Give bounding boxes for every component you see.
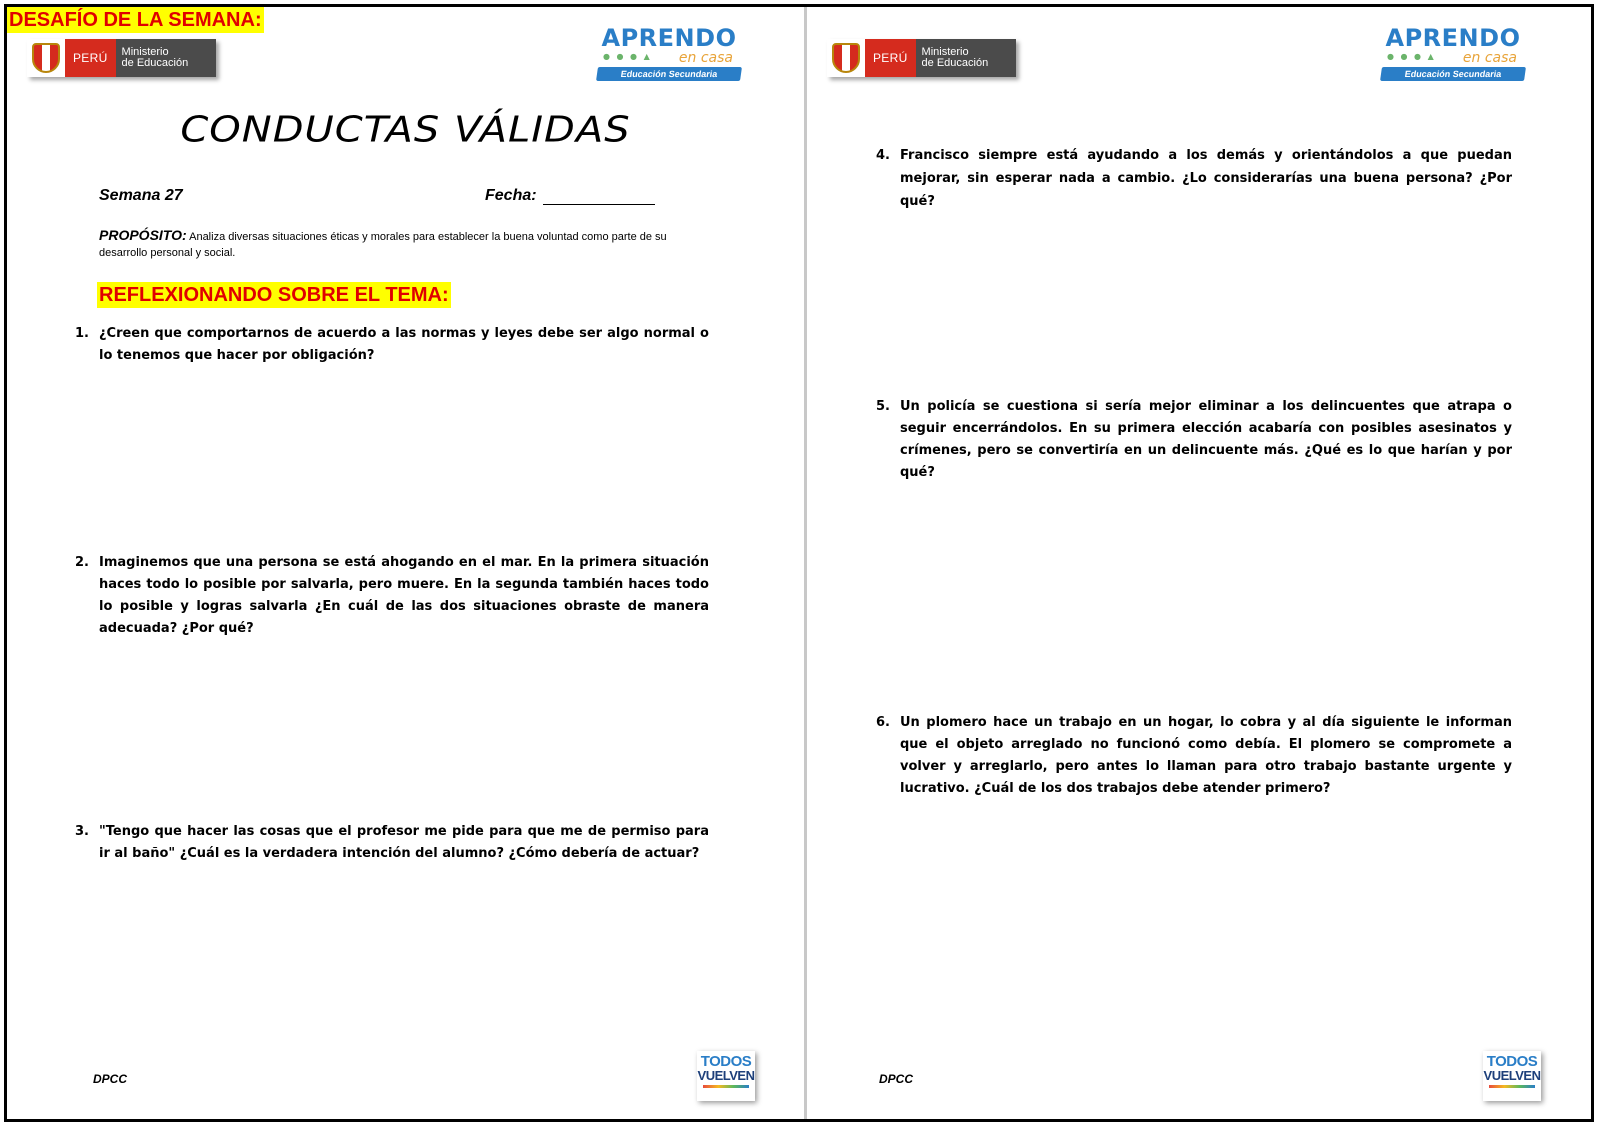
aprendo-sub: en casa xyxy=(1462,50,1517,66)
question-text: "Tengo que hacer las cosas que el profesor me pide para que me de permiso para ir al baño" ¿Cuál es la verdadera intención del alumno? ¿Cómo debería de actuar? xyxy=(99,824,709,861)
proposito-text: Analiza diversas situaciones éticas y morales para establecer la buena voluntad como parte de su desarrollo personal y social. xyxy=(99,231,667,259)
question-text: Imaginemos que una persona se está ahogando en el mar. En la primera situación haces todo lo posible por salvarla, pero muere. En la segunda también haces todo lo posible y logras salvarla ¿En cuál de las dos situaciones obraste de manera adecuada? ¿Por qué? xyxy=(99,555,709,636)
left-page xyxy=(7,7,804,1119)
aprendo-band: Educación Secundaria xyxy=(596,67,742,81)
aprendo-sub: en casa xyxy=(678,50,733,66)
peru-crest-icon xyxy=(827,39,865,77)
question-text: ¿Creen que comportarnos de acuerdo a las normas y leyes debe ser algo normal o lo tenemos que hacer por obligación? xyxy=(99,326,709,363)
question-number: 2. xyxy=(75,555,89,570)
ministerio-logo xyxy=(27,39,216,77)
aprendo-band: Educación Secundaria xyxy=(1380,67,1526,81)
section-heading-reflexionando: REFLEXIONANDO SOBRE EL TEMA: xyxy=(99,284,449,306)
question-1 xyxy=(75,323,709,367)
question-number: 6. xyxy=(876,715,890,730)
peru-crest-icon xyxy=(27,39,65,77)
question-4 xyxy=(876,144,1512,213)
ministerio-logo xyxy=(827,39,1016,77)
section-heading-desafio: DESAFÍO DE LA SEMANA: xyxy=(9,9,262,31)
question-text: Un plomero hace un trabajo en un hogar, lo cobra y al día siguiente le informan que el objeto arreglado no funcionó como debía. El plomero se compromete a volver y arreglarlo, pero antes lo llaman para otro trabajo bastante urgente y lucrativo. ¿Cuál de los dos trabajos debe atender primero? xyxy=(900,715,1512,796)
ministerio-label xyxy=(916,39,1017,77)
dots-icon: ● ● ● ▲ xyxy=(1387,52,1436,61)
badge-line2: VUELVEN xyxy=(1483,1068,1541,1083)
question-number: 5. xyxy=(876,399,890,414)
footer-dpcc: DPCC xyxy=(879,1072,914,1086)
ministerio-label xyxy=(116,39,217,77)
proposito-label: PROPÓSITO: xyxy=(99,227,187,243)
ministerio-line2: de Educación xyxy=(921,57,989,69)
badge-stripe xyxy=(1489,1085,1535,1088)
dots-icon: ● ● ● ▲ xyxy=(603,52,652,61)
question-number: 4. xyxy=(876,148,890,163)
aprendo-en-casa-logo xyxy=(1381,25,1525,87)
question-number: 3. xyxy=(75,824,89,839)
question-6 xyxy=(876,712,1512,800)
question-5 xyxy=(876,396,1512,484)
fecha-field xyxy=(485,187,655,205)
fecha-label: Fecha: xyxy=(485,187,537,204)
document-frame xyxy=(4,4,1594,1122)
badge-line1: TODOS xyxy=(700,1053,752,1070)
badge-line2: VUELVEN xyxy=(697,1068,755,1083)
aprendo-en-casa-logo xyxy=(597,25,741,87)
badge-stripe xyxy=(703,1085,749,1088)
page-title: CONDUCTAS VÁLIDAS xyxy=(180,109,631,151)
aprendo-title: APRENDO xyxy=(601,24,737,52)
proposito xyxy=(99,227,709,261)
fecha-blank-line xyxy=(543,191,655,205)
todos-vuelven-badge xyxy=(697,1051,755,1101)
badge-line1: TODOS xyxy=(1486,1053,1538,1070)
peru-label: PERÚ xyxy=(65,39,116,77)
footer-dpcc: DPCC xyxy=(93,1072,128,1086)
question-3 xyxy=(75,821,709,865)
question-text: Francisco siempre está ayudando a los demás y orientándolos a que puedan mejorar, sin esperar nada a cambio. ¿Lo considerarías una buena persona? ¿Por qué? xyxy=(900,148,1512,209)
semana-label: Semana 27 xyxy=(99,187,183,204)
peru-label: PERÚ xyxy=(865,39,916,77)
question-text: Un policía se cuestiona si sería mejor eliminar a los delincuentes que atrapa o seguir encerrándolos. En su primera elección acabaría con posibles asesinatos y crímenes, pero se convertiría en un delincuente más. ¿Qué es lo que harían y por qué? xyxy=(900,399,1512,480)
question-number: 1. xyxy=(75,326,89,341)
ministerio-line1: Ministerio xyxy=(921,46,969,58)
aprendo-title: APRENDO xyxy=(1385,24,1521,52)
question-2 xyxy=(75,552,709,640)
todos-vuelven-badge xyxy=(1483,1051,1541,1101)
ministerio-line1: Ministerio xyxy=(121,46,169,58)
ministerio-line2: de Educación xyxy=(121,57,189,69)
